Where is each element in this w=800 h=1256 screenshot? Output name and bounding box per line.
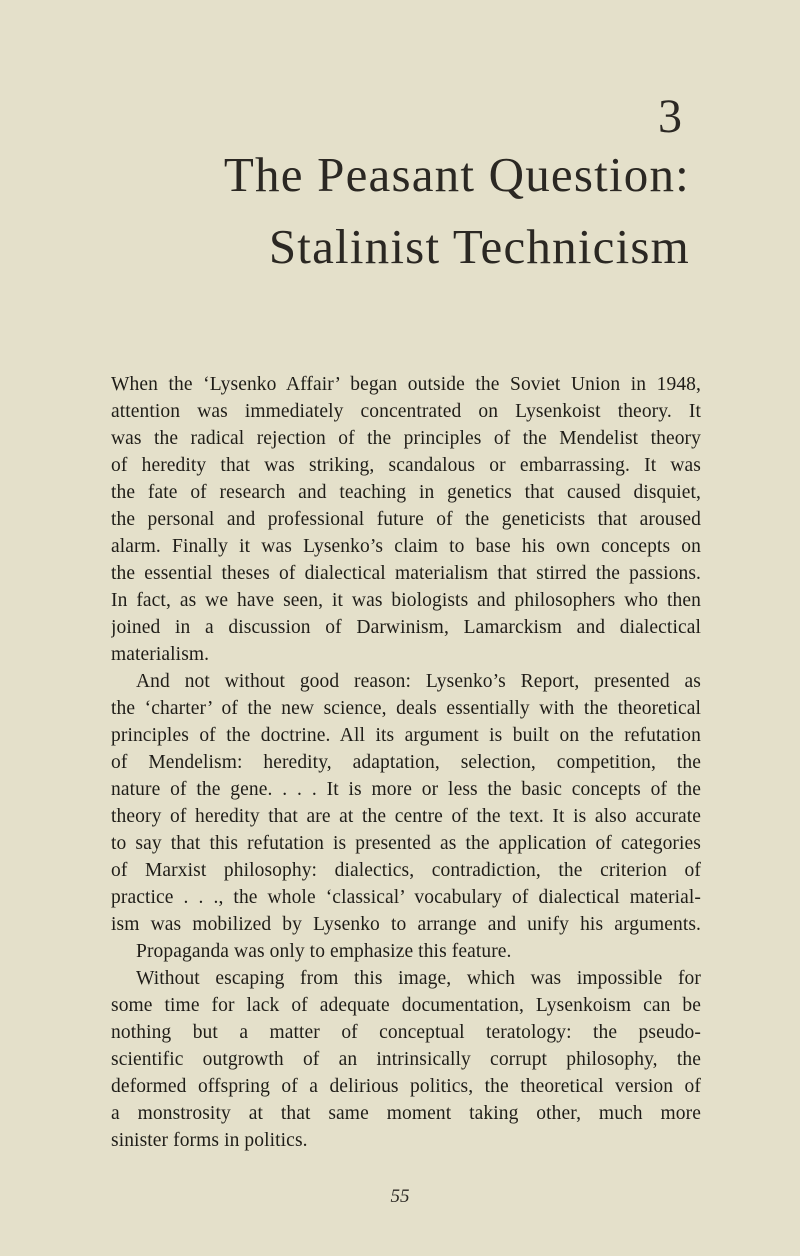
text-line: nothing but a matter of conceptual teratology: the pseudo- [111,1022,701,1043]
paragraph-3 [111,938,701,965]
text-line: scientific outgrowth of an intrinsically corrupt philosophy, the [111,1049,701,1070]
chapter-title [100,139,690,283]
text-line: attention was immediately concentrated on Lysenkoist theory. It [111,401,701,422]
text-line: theory of heredity that are at the centre of the text. It is also accurate [111,806,701,827]
text-line: some time for lack of adequate documentation, Lysenkoism can be [111,995,701,1016]
paragraph-2 [111,668,701,938]
page-number: 55 [390,1186,410,1207]
text-line: joined in a discussion of Darwinism, Lamarckism and dialectical [111,617,701,638]
text-line: principles of the doctrine. All its argument is built on the refutation [111,725,701,746]
text-line: of heredity that was striking, scandalous or embarrassing. It was [111,455,701,476]
text-line: alarm. Finally it was Lysenko’s claim to base his own concepts on [111,536,701,557]
text-line: Propaganda was only to emphasize this feature. [136,941,512,962]
text-line: sinister forms in politics. [111,1130,308,1151]
text-line: the personal and professional future of the geneticists that aroused [111,509,701,530]
body-text [111,371,701,1154]
text-line: the essential theses of dialectical materialism that stirred the passions. [111,563,701,584]
text-line: And not without good reason: Lysenko’s Report, presented as [136,671,701,692]
chapter-title-line-2: Stalinist Technicism [268,219,690,274]
text-line: to say that this refutation is presented as the application of categories [111,833,701,854]
text-line: Without escaping from this image, which was impossible for [136,968,701,989]
text-line: In fact, as we have seen, it was biologists and philosophers who then [111,590,701,611]
text-line: nature of the gene. . . . It is more or less the basic concepts of the [111,779,701,800]
paragraph-1 [111,371,701,668]
text-line: When the ‘Lysenko Affair’ began outside the Soviet Union in 1948, [111,374,701,395]
text-line: a monstrosity at that same moment taking other, much more [111,1103,701,1124]
text-line: of Mendelism: heredity, adaptation, selection, competition, the [111,752,701,773]
text-line: the ‘charter’ of the new science, deals essentially with the theoretical [111,698,701,719]
chapter-title-line-1: The Peasant Question: [223,147,690,202]
text-line: practice . . ., the whole ‘classical’ vocabulary of dialectical material- [111,887,701,908]
text-line: the fate of research and teaching in genetics that caused disquiet, [111,482,701,503]
text-line: was the radical rejection of the principles of the Mendelist theory [111,428,701,449]
text-line: of Marxist philosophy: dialectics, contradiction, the criterion of [111,860,701,881]
text-line: deformed offspring of a delirious politics, the theoretical version of [111,1076,701,1097]
paragraph-4 [111,965,701,1154]
text-line: materialism. [111,644,210,665]
chapter-number: 3 [658,90,682,143]
text-line: ism was mobilized by Lysenko to arrange and unify his arguments. [111,914,701,935]
